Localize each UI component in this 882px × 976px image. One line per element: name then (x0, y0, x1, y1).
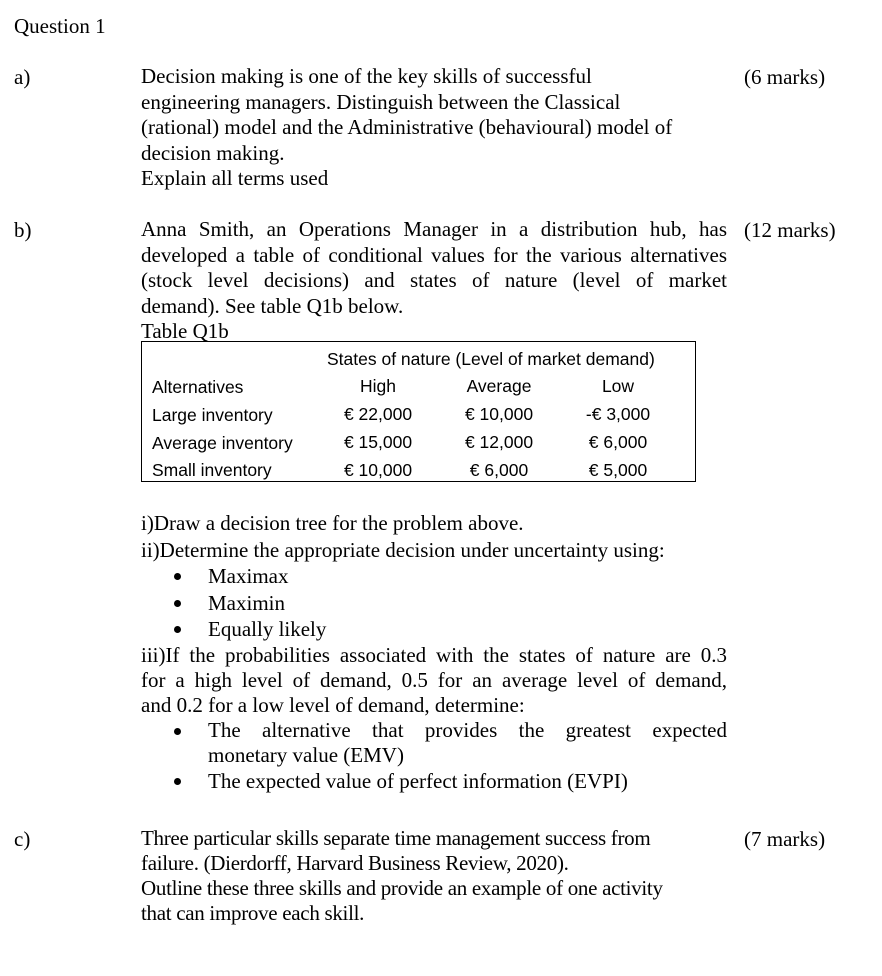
list-item: Equally likely (141, 616, 727, 643)
part-c-line: Three particular skills separate time management success from (141, 826, 651, 850)
part-c-line: Outline these three skills and provide an example of one activity (141, 876, 663, 900)
table-cell: -€ 3,000 (585, 404, 651, 424)
part-b-line: developed a table of conditional values for the various alternatives (141, 242, 727, 267)
table-row-label: Small inventory (152, 460, 272, 480)
table-cell: € 10,000 (464, 404, 534, 424)
table-cell: € 6,000 (469, 460, 529, 480)
table-group-header: States of nature (Level of market demand) (327, 349, 655, 369)
subquestion-iii: iii)If the probabilities associated with the states of nature are 0.3 for a high level of demand, 0.5 for an average level of demand, and 0.2 for a low level of demand, determine: (141, 642, 727, 717)
table-row-label: Large inventory (152, 405, 273, 425)
part-a-line: (rational) model and the Administrative (behavioural) model of (141, 115, 673, 139)
bullet-icon (174, 728, 181, 735)
column-header-average: Average (466, 376, 532, 396)
table-cell: € 10,000 (343, 460, 413, 480)
part-a-text (141, 64, 727, 192)
subquestion-ii: ii)Determine the appropriate decision under uncertainty using: (141, 537, 665, 562)
part-c-label: c) (14, 827, 31, 851)
part-a-line: engineering managers. Distinguish between the Classical (141, 89, 621, 114)
column-header-low: Low (601, 376, 635, 396)
part-b-marks: (12 marks) (744, 218, 836, 242)
part-b-line: Anna Smith, an Operations Manager in a distribution hub, has (141, 217, 727, 241)
table-cell: € 6,000 (588, 432, 648, 452)
list-item: Maximin (141, 590, 727, 617)
table-cell: € 5,000 (588, 460, 648, 480)
part-c-marks: (7 marks) (744, 827, 826, 851)
bullet-icon (174, 626, 181, 633)
subquestion-i: i)Draw a decision tree for the problem above. (141, 511, 524, 535)
table-row-header: Alternatives (152, 377, 244, 397)
part-b-text (141, 217, 727, 319)
part-b-subquestions (141, 510, 727, 795)
part-b-label: b) (14, 218, 32, 242)
list-item-continuation: monetary value (EMV) (208, 742, 404, 767)
part-a-line: Explain all terms used (141, 166, 329, 190)
part-b-line: demand). See table Q1b below. (141, 293, 404, 318)
bullet-icon (174, 778, 181, 785)
table-row-label: Average inventory (152, 433, 293, 453)
decision-table (141, 341, 696, 482)
part-a-label: a) (14, 65, 31, 89)
table-cell: € 12,000 (464, 432, 534, 452)
question-title: Question 1 (14, 14, 106, 38)
list-item: Maximax (141, 563, 727, 590)
table-cell: € 22,000 (343, 404, 413, 424)
part-a-marks: (6 marks) (744, 65, 826, 89)
part-a-line: decision making. (141, 140, 285, 165)
part-c-text (141, 826, 727, 926)
part-c-line: failure. (Dierdorff, Harvard Business Review, 2020). (141, 851, 569, 875)
column-header-high: High (360, 376, 396, 396)
bullet-icon (174, 600, 181, 607)
part-b-line: (stock level decisions) and states of nature (level of market (141, 268, 727, 292)
part-a-line: Decision making is one of the key skills of successful (141, 64, 592, 88)
part-c-line: that can improve each skill. (141, 901, 365, 925)
table-cell: € 15,000 (343, 432, 413, 452)
table-caption: Table Q1b (141, 319, 229, 343)
bullet-icon (174, 573, 181, 580)
list-item: The expected value of perfect information (EVPI) (141, 768, 727, 795)
list-item: The alternative that provides the greatest expected (141, 718, 727, 743)
